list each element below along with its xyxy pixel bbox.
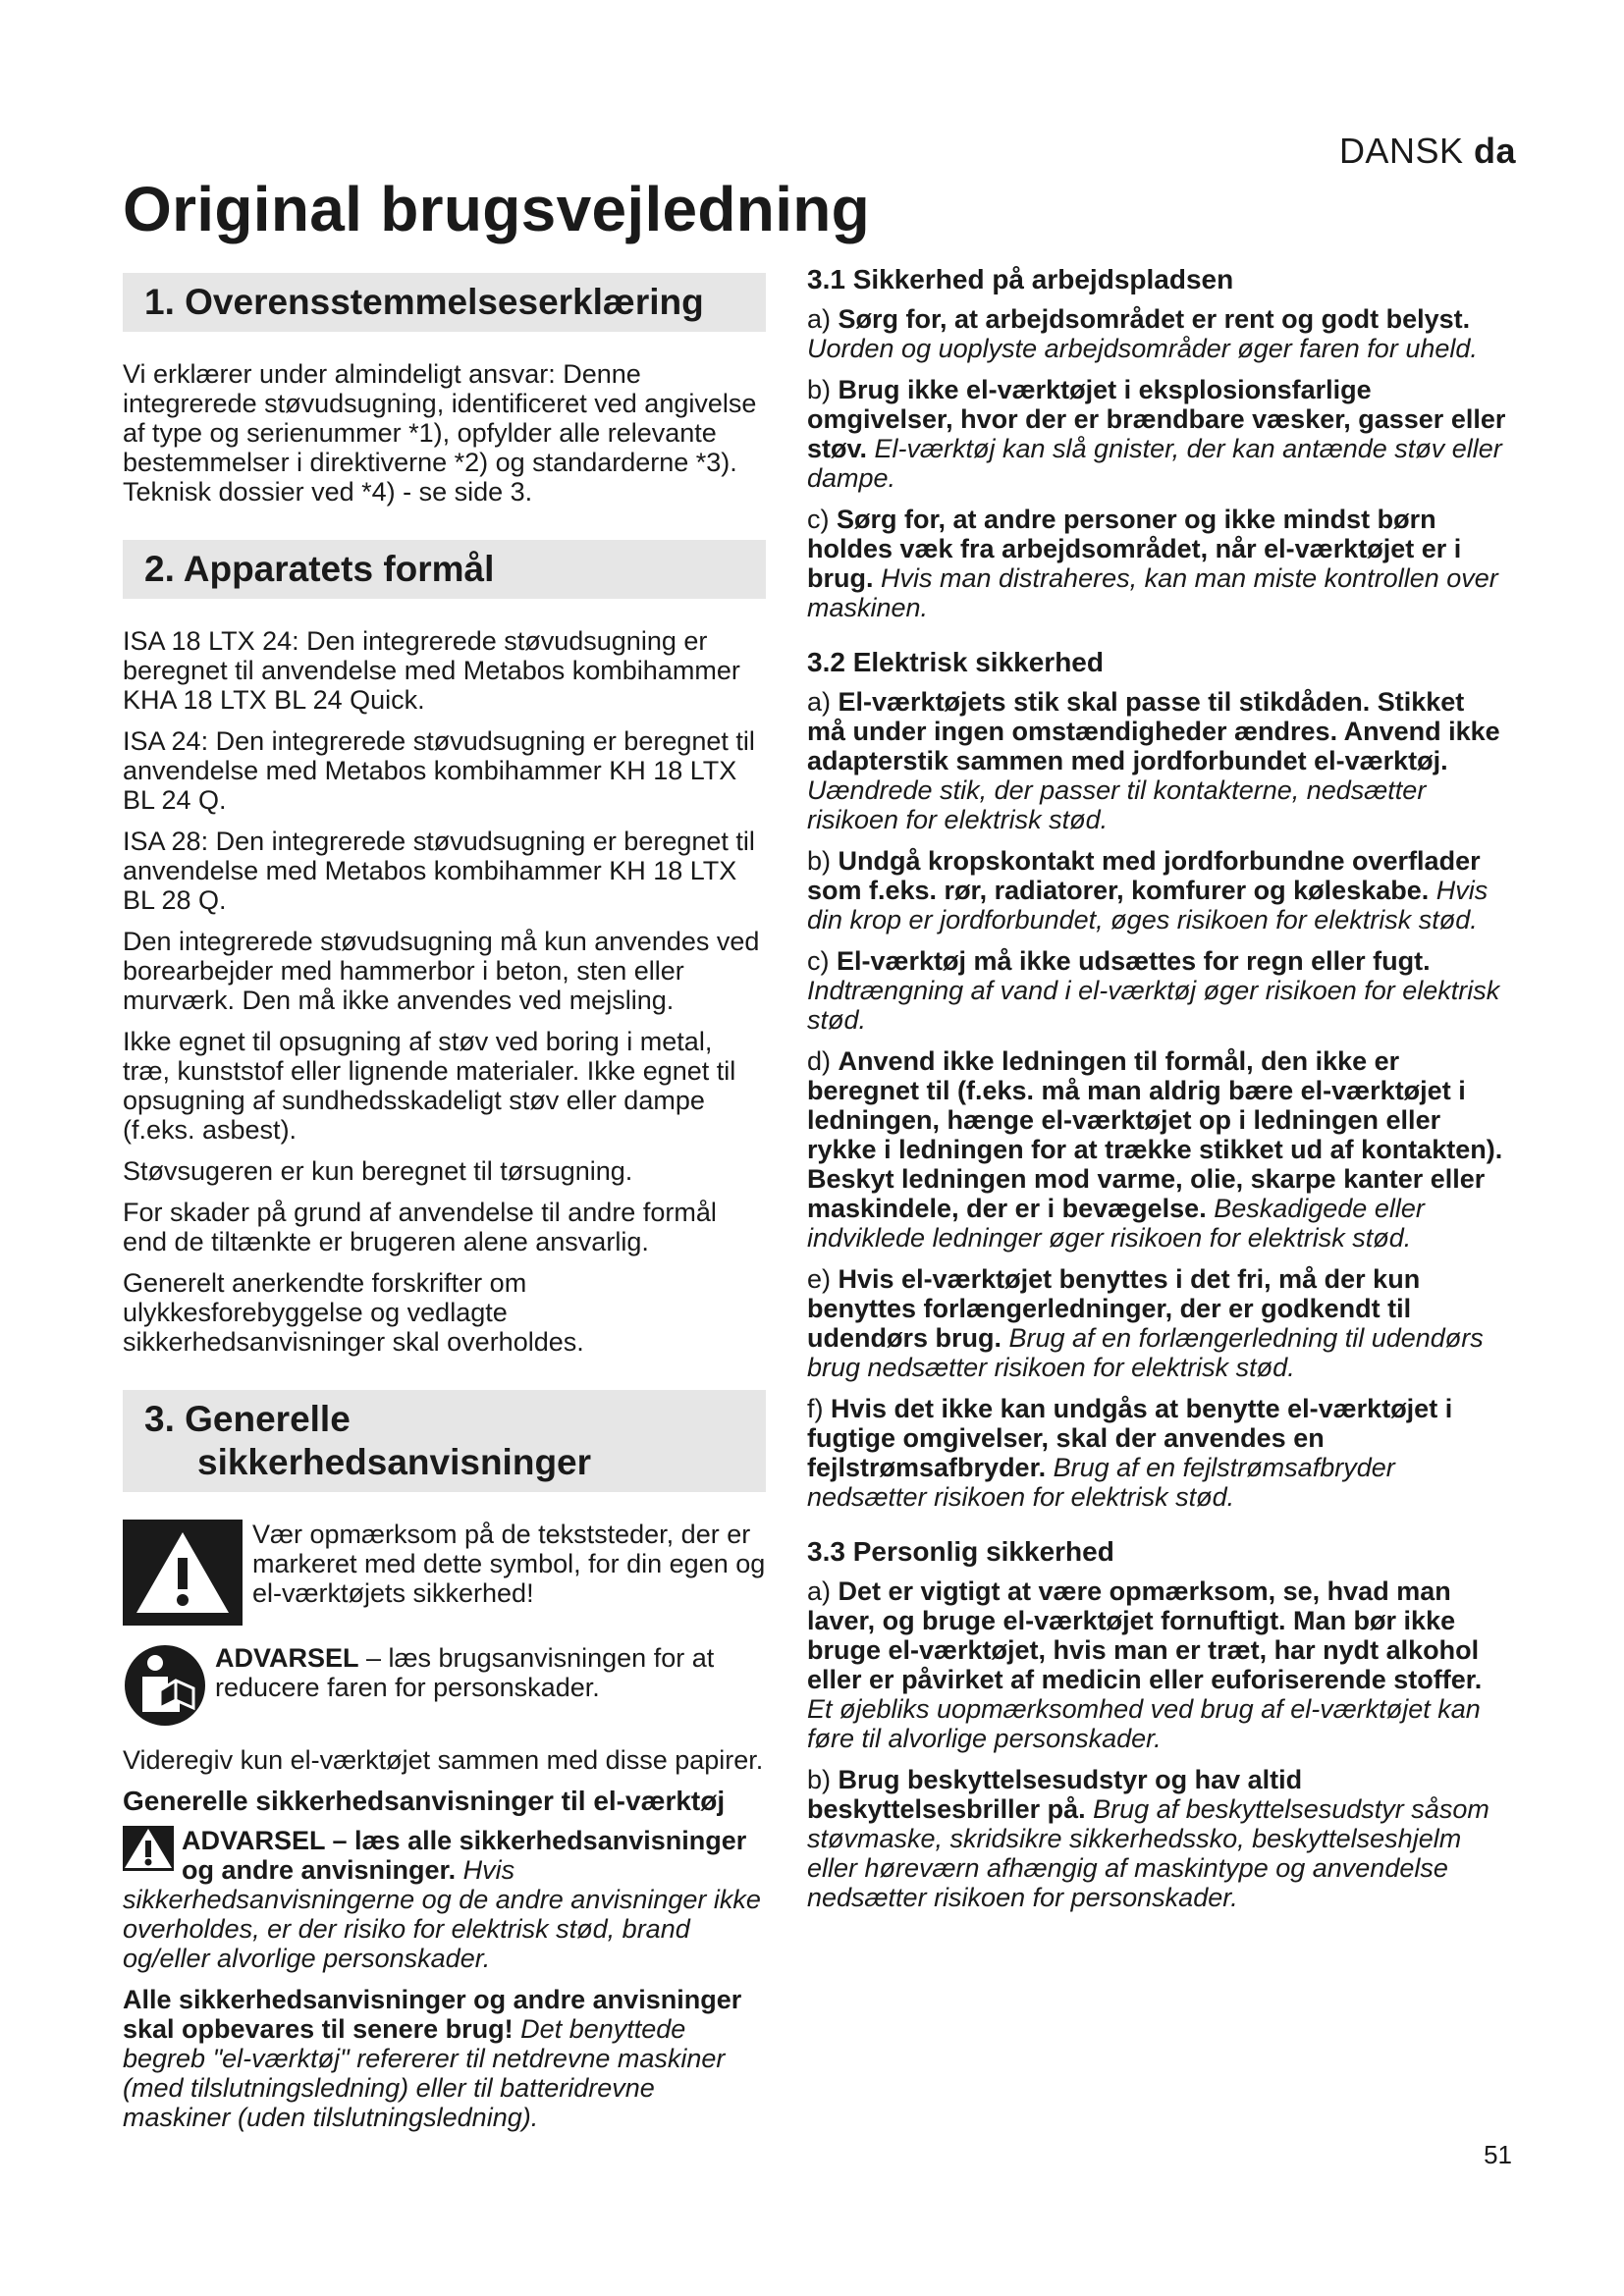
- section-2-para: ISA 18 LTX 24: Den integrerede støvudsugning er beregnet til anvendelse med Metabos kombihammer KHA 18 LTX BL 24 Quick.: [123, 626, 740, 715]
- list-item: b) Undgå kropskontakt med jordforbundne overflader som f.eks. rør, radiatorer, komfurer og køleskabe. Hvis din krop er jordforbundet, øges risikoen for elektrisk stød.: [807, 846, 1489, 934]
- right-column: [807, 265, 1509, 1924]
- language-name: DANSK: [1338, 131, 1464, 171]
- symbol-note-text: Vær opmærksom på de tekststeder, der er markeret med dette symbol, for din egen og el-værktøjets sikkerhed!: [252, 1520, 766, 1608]
- section-2-para: Den integrerede støvudsugning må kun anvendes ved borearbejder med hammerbor i beton, sten eller murværk. Den må ikke anvendes ved mejsling.: [123, 927, 760, 1015]
- section-3-3-heading: 3.3 Personlig sikkerhed: [807, 1536, 1114, 1567]
- read-manual-icon: [123, 1643, 207, 1728]
- section-2-para: Generelt anerkendte forskrifter om ulykkesforebyggelse og vedlagte sikkerhedsanvisninger skal overholdes.: [123, 1268, 584, 1357]
- general-safety-heading: Generelle sikkerhedsanvisninger til el-værktøj: [123, 1786, 726, 1816]
- warning-triangle-icon: [123, 1520, 243, 1626]
- section-3-heading-line2: sikkerhedsanvisninger: [197, 1442, 592, 1482]
- list-item: c) El-værktøj må ikke udsættes for regn eller fugt. Indtrængning af vand i el-værktøj øger risikoen for elektrisk stød.: [807, 946, 1500, 1035]
- list-item: c) Sørg for, at andre personer og ikke mindst børn holdes væk fra arbejdsområdet, når el-værktøjet er i brug. Hvis man distraheres, kan man miste kontrollen over maskinen.: [807, 505, 1498, 622]
- list-item: e) Hvis el-værktøjet benyttes i det fri, må der kun benyttes forlængerledninger, der er godkendt til udendørs brug. Brug af en forlængerledning til udendørs brug nedsætter risikoen for elektrisk stød.: [807, 1264, 1484, 1382]
- left-column: [123, 265, 766, 2144]
- section-2-para: Støvsugeren er kun beregnet til tørsugning.: [123, 1156, 633, 1186]
- section-3-1-heading: 3.1 Sikkerhed på arbejdspladsen: [807, 264, 1234, 294]
- list-item: d) Anvend ikke ledningen til formål, den ikke er beregnet til (f.eks. må man aldrig bære el-værktøjet i ledningen, hænge el-værktøjet op i ledningen eller rykke i ledningen for at trække stikket ud af kontakten). Beskyt ledningen mod varme, olie, skarpe kanter eller maskindele, der er i bevægelse. Beskadigede eller indviklede ledninger øger risikoen for elektrisk stød.: [807, 1046, 1503, 1253]
- pass-on-note: Videregiv kun el-værktøjet sammen med disse papirer.: [123, 1745, 764, 1775]
- list-item: b) Brug beskyttelsesudstyr og hav altid beskyttelsesbriller på. Brug af beskyttelsesudstyr såsom støvmaske, skridsikre sikkerhedssko, beskyttelseshjelm eller høreværn afhængig af maskintype og anvendelse nedsætter risikoen for personskader.: [807, 1765, 1489, 1912]
- list-item: a) Det er vigtigt at være opmærksom, se, hvad man laver, og bruge el-værktøjet fornuftigt. Man bør ikke bruge el-værktøjet, hvis man er træt, har nydt alkohol eller er påvirket af medicin eller euforiserende stoffer. Et øjebliks uopmærksomhed ved brug af el-værktøjet kan føre til alvorlige personskader.: [807, 1576, 1483, 1753]
- language-code: da: [1473, 131, 1516, 171]
- read-manual-text: ADVARSEL – læs brugsanvisningen for at reducere faren for personskader.: [215, 1643, 715, 1702]
- keep-instructions: Alle sikkerhedsanvisninger og andre anvisninger skal opbevares til senere brug! Det benyttede begreb "el-værktøj" refererer til netdrevne maskiner (med tilslutningsledning) eller til batteridrevne maskiner (uden tilslutningsledning).: [123, 1985, 742, 2132]
- section-2-para: For skader på grund af anvendelse til andre formål end de tiltænkte er brugeren alene ansvarlig.: [123, 1198, 717, 1256]
- symbol-note: [123, 1520, 766, 1626]
- read-manual-note: [123, 1643, 766, 1728]
- list-item: a) El-værktøjets stik skal passe til stikdåden. Stikket må under ingen omstændigheder ændres. Anvend ikke adapterstik sammen med jordforbundet el-værktøj. Uændrede stik, der passer til kontakterne, nedsætter risikoen for elektrisk stød.: [807, 687, 1500, 834]
- list-item: a) Sørg for, at arbejdsområdet er rent og godt belyst. Uorden og uoplyste arbejdsområder øger faren for uheld.: [807, 304, 1478, 363]
- advarsel-label: ADVARSEL: [215, 1643, 359, 1673]
- section-1-text: Vi erklærer under almindeligt ansvar: Denne integrerede støvudsugning, identificeret ved angivelse af type og serienummer *1), opfylder alle relevante bestemmelser i direktiverne *2) og standarderne *3). Teknisk dossier ved *4) - se side 3.: [123, 359, 757, 507]
- page-number: 51: [1484, 2140, 1512, 2169]
- small-warning-triangle-icon: [123, 1826, 174, 1871]
- list-item: b) Brug ikke el-værktøjet i eksplosionsfarlige omgivelser, hvor der er brændbare væsker, gasser eller støv. El-værktøj kan slå gnister, der kan antænde støv eller dampe.: [807, 375, 1506, 493]
- section-3-heading: [123, 1390, 766, 1492]
- page-title: Original brugsvejledning: [123, 174, 871, 244]
- language-label: [1339, 131, 1516, 172]
- section-2-heading: 2. Apparatets formål: [123, 540, 766, 599]
- list-item: f) Hvis det ikke kan undgås at benytte el-værktøjet i fugtige omgivelser, skal der anvendes en fejlstrømsafbryder. Brug af en fejlstrømsafbryder nedsætter risikoen for elektrisk stød.: [807, 1394, 1453, 1512]
- general-warning: ADVARSEL – læs alle sikkerhedsanvisninger og andre anvisninger. Hvis sikkerhedsanvisningerne og de andre anvisninger ikke overholdes, er der risiko for elektrisk stød, brand og/eller alvorlige personskader.: [123, 1826, 761, 1973]
- section-3-heading-line1: 3. Generelle: [144, 1399, 351, 1439]
- section-2-para: ISA 28: Den integrerede støvudsugning er beregnet til anvendelse med Metabos kombihammer KH 18 LTX BL 28 Q.: [123, 827, 755, 915]
- section-3-2-heading: 3.2 Elektrisk sikkerhed: [807, 647, 1104, 677]
- section-2-para: ISA 24: Den integrerede støvudsugning er beregnet til anvendelse med Metabos kombihammer KH 18 LTX BL 24 Q.: [123, 726, 755, 815]
- section-2-para: Ikke egnet til opsugning af støv ved boring i metal, træ, kunststof eller lignende materialer. Ikke egnet til opsugning af sundhedsskadeligt støv eller dampe (f.eks. asbest).: [123, 1027, 736, 1145]
- section-1-heading: 1. Overensstemmelseserklæring: [123, 273, 766, 332]
